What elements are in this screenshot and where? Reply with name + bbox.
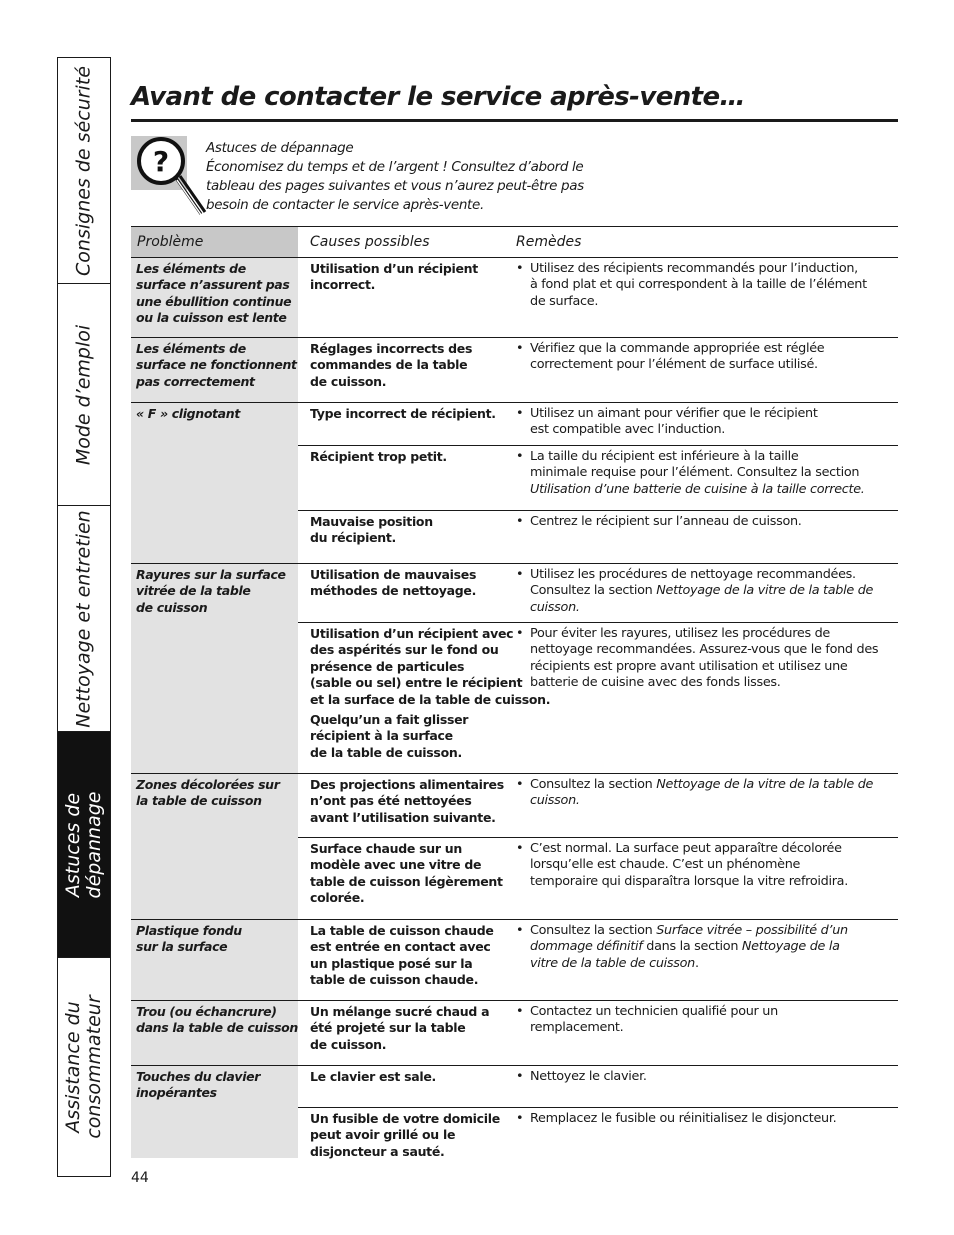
problem-cell <box>131 564 298 773</box>
remedy-text: Nettoyage de la <box>741 939 840 955</box>
remedy-cell <box>504 1066 898 1107</box>
cause-line: est entrée en contact avec <box>310 939 491 955</box>
title-rule <box>131 119 898 122</box>
problem-line: pas correctement <box>136 373 255 389</box>
remedy-line: à fond plat et qui correspondent à la taille de l’élément <box>530 277 867 293</box>
cause-line: commandes de la table <box>310 357 468 373</box>
remedy-line: batterie de cuisine avec des fonds lisses. <box>530 675 781 691</box>
cause-line: Type incorrect de récipient. <box>310 406 496 421</box>
tab-label <box>63 995 105 1138</box>
problem-line: Plastique fondu <box>136 923 242 938</box>
problem-line: Les éléments de <box>136 261 246 276</box>
table-row-group <box>131 1001 898 1066</box>
bullet-icon: • <box>516 1069 524 1084</box>
cause-cell <box>298 338 504 401</box>
problem-line: sur la surface <box>136 939 228 955</box>
cause-line: Un mélange sucré chaud a <box>310 1004 490 1019</box>
problem-line: inopérantes <box>136 1085 217 1101</box>
remedy-text: dans la section <box>642 939 742 955</box>
table-row <box>298 403 898 446</box>
cause-line: (sable ou sel) entre le récipient <box>310 675 523 691</box>
remedy-line: de surface. <box>530 293 599 309</box>
table-row-group <box>131 338 898 403</box>
cause-line: table de cuisson légèrement <box>310 873 503 889</box>
remedy-cell <box>504 338 898 401</box>
problem-cell <box>131 258 298 337</box>
tab-label-line: Astuces de <box>62 792 84 897</box>
cause-cell <box>298 511 504 562</box>
cause-line: présence de particules <box>310 658 465 674</box>
remedy-line: nettoyage recommandées. Assurez-vous que le fond des <box>530 642 879 658</box>
cause-line: colorée. <box>310 890 365 906</box>
remedy-cell <box>504 774 898 837</box>
table-row <box>298 774 898 838</box>
remedy-line: Contactez un technicien qualifié pour un <box>530 1004 778 1019</box>
remedy-line <box>530 939 892 955</box>
cause-line: Un fusible de votre domicile <box>310 1111 500 1126</box>
cause-line: de cuisson. <box>310 1036 387 1052</box>
remedy-cell <box>504 920 898 999</box>
bullet-icon: • <box>516 923 524 938</box>
tab-label-line: Assistance du <box>62 1000 84 1133</box>
remedy-line: remplacement. <box>530 1020 624 1036</box>
remedy-line: cuisson. <box>530 793 580 809</box>
problem-cell <box>131 774 298 919</box>
cause-line: n’ont pas été nettoyées <box>310 793 472 809</box>
table-row <box>298 258 898 336</box>
remedy-text: Nettoyage de la vitre de la table de <box>656 583 874 599</box>
remedy-text: Surface vitrée – possibilité d’un <box>656 923 848 938</box>
problem-cell <box>131 338 298 402</box>
problem-line: vitrée de la table <box>136 583 251 599</box>
table-row <box>298 446 898 511</box>
remedy-line: minimale requise pour l’élément. Consultez la section <box>530 465 860 481</box>
remedy-line: Remplacez le fusible ou réinitialisez le disjoncteur. <box>530 1111 837 1126</box>
cause-line: Utilisation d’un récipient avec <box>310 626 514 641</box>
tip-heading: Astuces de dépannage <box>206 140 354 156</box>
problem-line: Les éléments de <box>136 341 246 356</box>
table-header <box>131 227 898 258</box>
table-row <box>298 338 898 401</box>
problem-line: Touches du clavier <box>136 1069 261 1084</box>
remedy-cell <box>504 403 898 445</box>
table-row <box>298 920 898 999</box>
cause-cell <box>298 403 504 445</box>
cause-line: peut avoir grillé ou le <box>310 1127 456 1143</box>
bullet-icon: • <box>516 841 524 856</box>
tab-label: Nettoyage et entretien <box>72 509 95 728</box>
cause-line: récipient à la surface <box>310 728 453 744</box>
cause-line: Utilisation de mauvaises <box>310 567 477 582</box>
remedy-cell <box>504 1108 898 1158</box>
tip-text <box>206 139 626 215</box>
table-row <box>298 564 898 623</box>
remedy-line: Utilisez un aimant pour vérifier que le récipient <box>530 406 818 421</box>
table-row <box>298 1066 898 1108</box>
remedy-line: cuisson. <box>530 599 580 615</box>
remedy-line: récipients est propre avant utilisation et utilisez une <box>530 658 848 674</box>
bullet-icon: • <box>516 261 524 276</box>
cause-line: Des projections alimentaires <box>310 777 504 792</box>
remedy-line: Nettoyez le clavier. <box>530 1069 647 1084</box>
remedy-text: Consultez la section <box>530 777 657 792</box>
remedy-text: Nettoyage de la vitre de la table de <box>656 777 874 792</box>
table-row <box>298 1108 898 1158</box>
remedy-cell <box>504 511 898 562</box>
remedy-line: correctement pour l’élément de surface utilisé. <box>530 357 818 373</box>
cause-line: Surface chaude sur un <box>310 841 462 856</box>
problem-line: la table de cuisson <box>136 793 262 809</box>
tab-nettoyage-entretien[interactable] <box>58 506 110 732</box>
table-row <box>298 623 898 772</box>
cause-cell <box>298 774 504 837</box>
cause-line: Réglages incorrects des <box>310 341 473 356</box>
cause-cell <box>298 1108 504 1158</box>
cause-line: incorrect. <box>310 277 376 293</box>
problem-cell <box>131 1066 298 1158</box>
tab-label: Mode d’emploi <box>72 324 95 465</box>
bullet-icon: • <box>516 626 524 641</box>
cause-line: méthodes de nettoyage. <box>310 583 477 599</box>
remedy-text: Consultez la section <box>530 923 657 938</box>
table-row-group <box>131 774 898 920</box>
remedy-line: Pour éviter les rayures, utilisez les procédures de <box>530 626 830 641</box>
cause-line: de la table de cuisson. <box>310 744 462 760</box>
page-number: 44 <box>131 1170 149 1186</box>
table-row <box>298 838 898 918</box>
cause-line: avant l’utilisation suivante. <box>310 809 496 825</box>
remedy-line <box>530 923 892 939</box>
remedy-cell <box>504 258 898 336</box>
cause-line: Utilisation d’un récipient <box>310 261 478 276</box>
remedy-cell <box>504 623 898 772</box>
cause-line: La table de cuisson chaude <box>310 923 494 938</box>
cause-cell <box>298 446 504 510</box>
page-title: Avant de contacter le service après-vente… <box>131 82 745 112</box>
remedy-line: Utilisez les procédures de nettoyage recommandées. <box>530 567 856 582</box>
remedy-cell <box>504 838 898 918</box>
tab-assistance-consommateur[interactable] <box>58 958 110 1175</box>
problem-line: surface n’assurent pas <box>136 277 290 293</box>
cause-line: disjoncteur a sauté. <box>310 1143 445 1159</box>
cause-line: table de cuisson chaude. <box>310 972 479 988</box>
cause-line: été projeté sur la table <box>310 1020 466 1036</box>
remedy-text: dommage définitif <box>530 939 643 955</box>
remedy-cell <box>504 1001 898 1064</box>
problem-line: de cuisson <box>136 599 208 615</box>
tab-label <box>63 791 105 898</box>
cause-line: et la surface de la table de cuisson. <box>310 691 551 707</box>
tab-mode-emploi[interactable] <box>58 284 110 506</box>
problem-line: dans la table de cuisson <box>136 1020 298 1036</box>
problem-line: « F » clignotant <box>136 406 240 421</box>
bullet-icon: • <box>516 1111 524 1126</box>
bullet-icon: • <box>516 341 524 356</box>
cause-line: du récipient. <box>310 530 396 546</box>
remedy-line: temporaire qui disparaîtra lorsque la vitre refroidira. <box>530 873 848 889</box>
table-row-group <box>131 920 898 1001</box>
remedy-line: lorsqu’elle est chaude. C’est un phénomène <box>530 857 801 873</box>
remedy-line: Utilisez des récipients recommandés pour l’induction, <box>530 261 858 276</box>
cause-cell <box>298 838 504 918</box>
cause-line: de cuisson. <box>310 373 387 389</box>
problem-line: Rayures sur la surface <box>136 567 286 582</box>
cause-line: Mauvaise position <box>310 514 433 529</box>
table-row <box>298 1001 898 1064</box>
tip-line: besoin de contacter le service après-vente. <box>206 197 484 213</box>
bullet-icon: • <box>516 777 524 792</box>
cause-line: Le clavier est sale. <box>310 1069 436 1084</box>
remedy-line: Centrez le récipient sur l’anneau de cuisson. <box>530 514 802 529</box>
remedy-cell <box>504 564 898 622</box>
cause-cell <box>298 1001 504 1064</box>
cause-line: un plastique posé sur la <box>310 955 473 971</box>
remedy-text: Consultez la section <box>530 583 657 599</box>
problem-line: ou la cuisson est lente <box>136 309 287 325</box>
tip-line: Économisez du temps et de l’argent ! Consultez d’abord le <box>206 159 584 175</box>
cause-line: Quelqu’un a fait glisser <box>310 712 469 728</box>
tab-astuces-depannage[interactable] <box>58 732 110 958</box>
remedy-line: est compatible avec l’induction. <box>530 422 726 438</box>
remedy-line: Vérifiez que la commande appropriée est réglée <box>530 341 825 356</box>
table-row-group <box>131 1066 898 1158</box>
remedy-line <box>530 956 892 972</box>
table-row-group <box>131 403 898 564</box>
remedy-line <box>530 777 892 793</box>
svg-text:?: ? <box>152 145 170 178</box>
tip-line: tableau des pages suivantes et vous n’aurez peut-être pas <box>206 178 584 194</box>
cause-cell <box>298 564 504 622</box>
tab-label-line: consommateur <box>83 994 105 1139</box>
problem-cell <box>131 403 298 563</box>
problem-line: une ébullition continue <box>136 293 292 309</box>
bullet-icon: • <box>516 406 524 421</box>
problem-cell <box>131 920 298 1000</box>
remedy-line: C’est normal. La surface peut apparaître décolorée <box>530 841 842 856</box>
remedy-line <box>530 583 892 599</box>
troubleshooting-table <box>131 226 898 1158</box>
tab-label-line: dépannage <box>83 791 105 898</box>
cause-cell <box>298 623 551 772</box>
remedy-line: La taille du récipient est inférieure à la taille <box>530 449 799 464</box>
cause-cell <box>298 920 504 999</box>
bullet-icon: • <box>516 567 524 582</box>
problem-line: Zones décolorées sur <box>136 777 280 792</box>
header-remedes: Remèdes <box>516 234 582 250</box>
bullet-icon: • <box>516 1004 524 1019</box>
problem-cell <box>131 1001 298 1065</box>
table-row-group <box>131 564 898 774</box>
remedy-cell <box>504 446 898 510</box>
remedy-line: Utilisation d’une batterie de cuisine à la taille correcte. <box>530 481 865 497</box>
header-probleme: Problème <box>131 227 298 257</box>
cause-line: des aspérités sur le fond ou <box>310 642 499 658</box>
table-row-group <box>131 258 898 338</box>
problem-line: Trou (ou échancrure) <box>136 1004 277 1019</box>
problem-line: surface ne fonctionnent <box>136 357 297 373</box>
cause-cell <box>298 1066 504 1107</box>
cause-cell <box>298 258 504 336</box>
bullet-icon: • <box>516 514 524 529</box>
remedy-text: . <box>695 955 699 971</box>
table-row <box>298 511 898 562</box>
tab-consignes-securite[interactable] <box>58 58 110 284</box>
cause-line: Récipient trop petit. <box>310 449 447 464</box>
remedy-text: vitre de la table de cuisson <box>530 955 695 971</box>
bullet-icon: • <box>516 449 524 464</box>
header-causes: Causes possibles <box>310 234 430 250</box>
question-magnifier-icon <box>131 134 211 218</box>
cause-line: modèle avec une vitre de <box>310 857 482 873</box>
tab-label: Consignes de sécurité <box>72 65 95 276</box>
section-tabs <box>57 57 111 1177</box>
